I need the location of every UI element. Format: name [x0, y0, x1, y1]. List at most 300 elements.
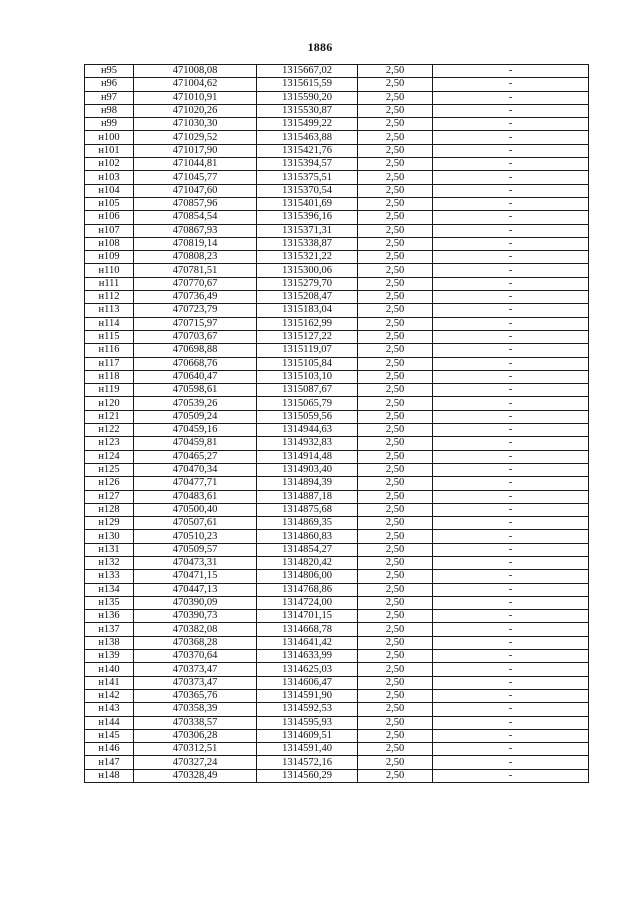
error-cell: 2,50	[358, 264, 433, 277]
x-coordinate-cell: 470312,51	[134, 743, 257, 756]
y-coordinate-cell: 1315463,88	[257, 131, 358, 144]
y-coordinate-cell: 1314875,68	[257, 503, 358, 516]
table-row	[85, 570, 589, 583]
x-coordinate-cell: 471010,91	[134, 91, 257, 104]
y-coordinate-cell: 1314806,00	[257, 570, 358, 583]
y-coordinate-cell: 1315087,67	[257, 384, 358, 397]
x-coordinate-cell: 470459,16	[134, 424, 257, 437]
error-cell: 2,50	[358, 118, 433, 131]
description-cell: -	[433, 118, 589, 131]
table-row	[85, 357, 589, 370]
description-cell: -	[433, 583, 589, 596]
description-cell: -	[433, 703, 589, 716]
point-id-cell: н110	[85, 264, 134, 277]
point-id-cell: н108	[85, 237, 134, 250]
table-row	[85, 610, 589, 623]
error-cell: 2,50	[358, 251, 433, 264]
table-row	[85, 277, 589, 290]
table-row	[85, 450, 589, 463]
table-row	[85, 650, 589, 663]
table-row	[85, 530, 589, 543]
point-id-cell: н100	[85, 131, 134, 144]
x-coordinate-cell: 470465,27	[134, 450, 257, 463]
x-coordinate-cell: 470368,28	[134, 636, 257, 649]
error-cell: 2,50	[358, 477, 433, 490]
description-cell: -	[433, 570, 589, 583]
point-id-cell: н109	[85, 251, 134, 264]
description-cell: -	[433, 370, 589, 383]
y-coordinate-cell: 1314869,35	[257, 517, 358, 530]
error-cell: 2,50	[358, 330, 433, 343]
error-cell: 2,50	[358, 610, 433, 623]
error-cell: 2,50	[358, 570, 433, 583]
description-cell: -	[433, 291, 589, 304]
y-coordinate-cell: 1314633,99	[257, 650, 358, 663]
error-cell: 2,50	[358, 650, 433, 663]
x-coordinate-cell: 470857,96	[134, 197, 257, 210]
y-coordinate-cell: 1315396,16	[257, 211, 358, 224]
description-cell: -	[433, 437, 589, 450]
error-cell: 2,50	[358, 676, 433, 689]
error-cell: 2,50	[358, 743, 433, 756]
x-coordinate-cell: 470327,24	[134, 756, 257, 769]
point-id-cell: н101	[85, 144, 134, 157]
table-row	[85, 424, 589, 437]
description-cell: -	[433, 65, 589, 78]
x-coordinate-cell: 470390,09	[134, 596, 257, 609]
table-row	[85, 756, 589, 769]
x-coordinate-cell: 470370,64	[134, 650, 257, 663]
error-cell: 2,50	[358, 410, 433, 423]
table-row	[85, 676, 589, 689]
table-row	[85, 304, 589, 317]
description-cell: -	[433, 517, 589, 530]
description-cell: -	[433, 769, 589, 782]
point-id-cell: н118	[85, 370, 134, 383]
description-cell: -	[433, 330, 589, 343]
coordinates-table-body	[85, 65, 589, 783]
x-coordinate-cell: 471047,60	[134, 184, 257, 197]
error-cell: 2,50	[358, 65, 433, 78]
y-coordinate-cell: 1315499,22	[257, 118, 358, 131]
table-row	[85, 596, 589, 609]
description-cell: -	[433, 623, 589, 636]
y-coordinate-cell: 1314854,27	[257, 543, 358, 556]
error-cell: 2,50	[358, 583, 433, 596]
y-coordinate-cell: 1315590,20	[257, 91, 358, 104]
point-id-cell: н124	[85, 450, 134, 463]
error-cell: 2,50	[358, 437, 433, 450]
description-cell: -	[433, 610, 589, 623]
x-coordinate-cell: 470598,61	[134, 384, 257, 397]
x-coordinate-cell: 470703,67	[134, 330, 257, 343]
point-id-cell: н141	[85, 676, 134, 689]
x-coordinate-cell: 470306,28	[134, 729, 257, 742]
point-id-cell: н107	[85, 224, 134, 237]
error-cell: 2,50	[358, 530, 433, 543]
description-cell: -	[433, 756, 589, 769]
y-coordinate-cell: 1315127,22	[257, 330, 358, 343]
x-coordinate-cell: 470459,81	[134, 437, 257, 450]
x-coordinate-cell: 470470,34	[134, 463, 257, 476]
x-coordinate-cell: 470507,61	[134, 517, 257, 530]
error-cell: 2,50	[358, 224, 433, 237]
table-row	[85, 623, 589, 636]
error-cell: 2,50	[358, 424, 433, 437]
point-id-cell: н113	[85, 304, 134, 317]
description-cell: -	[433, 357, 589, 370]
point-id-cell: н139	[85, 650, 134, 663]
y-coordinate-cell: 1315667,02	[257, 65, 358, 78]
description-cell: -	[433, 450, 589, 463]
table-row	[85, 689, 589, 702]
x-coordinate-cell: 470500,40	[134, 503, 257, 516]
error-cell: 2,50	[358, 503, 433, 516]
error-cell: 2,50	[358, 344, 433, 357]
x-coordinate-cell: 470328,49	[134, 769, 257, 782]
x-coordinate-cell: 470358,39	[134, 703, 257, 716]
y-coordinate-cell: 1314768,86	[257, 583, 358, 596]
description-cell: -	[433, 224, 589, 237]
description-cell: -	[433, 304, 589, 317]
y-coordinate-cell: 1314820,42	[257, 556, 358, 569]
point-id-cell: н128	[85, 503, 134, 516]
coordinates-table	[84, 64, 589, 783]
error-cell: 2,50	[358, 703, 433, 716]
error-cell: 2,50	[358, 756, 433, 769]
point-id-cell: н105	[85, 197, 134, 210]
point-id-cell: н146	[85, 743, 134, 756]
point-id-cell: н123	[85, 437, 134, 450]
description-cell: -	[433, 743, 589, 756]
description-cell: -	[433, 397, 589, 410]
table-row	[85, 583, 589, 596]
y-coordinate-cell: 1315421,76	[257, 144, 358, 157]
x-coordinate-cell: 471020,26	[134, 104, 257, 117]
table-row	[85, 503, 589, 516]
description-cell: -	[433, 676, 589, 689]
table-row	[85, 104, 589, 117]
x-coordinate-cell: 470867,93	[134, 224, 257, 237]
x-coordinate-cell: 470373,47	[134, 663, 257, 676]
table-row	[85, 384, 589, 397]
y-coordinate-cell: 1315338,87	[257, 237, 358, 250]
x-coordinate-cell: 470477,71	[134, 477, 257, 490]
error-cell: 2,50	[358, 184, 433, 197]
y-coordinate-cell: 1314860,83	[257, 530, 358, 543]
description-cell: -	[433, 663, 589, 676]
y-coordinate-cell: 1314944,63	[257, 424, 358, 437]
x-coordinate-cell: 470365,76	[134, 689, 257, 702]
x-coordinate-cell: 470770,67	[134, 277, 257, 290]
point-id-cell: н96	[85, 78, 134, 91]
x-coordinate-cell: 471045,77	[134, 171, 257, 184]
table-row	[85, 184, 589, 197]
point-id-cell: н98	[85, 104, 134, 117]
point-id-cell: н129	[85, 517, 134, 530]
table-row	[85, 197, 589, 210]
table-row	[85, 397, 589, 410]
y-coordinate-cell: 1315371,31	[257, 224, 358, 237]
x-coordinate-cell: 470539,26	[134, 397, 257, 410]
error-cell: 2,50	[358, 769, 433, 782]
x-coordinate-cell: 471029,52	[134, 131, 257, 144]
x-coordinate-cell: 470338,57	[134, 716, 257, 729]
error-cell: 2,50	[358, 317, 433, 330]
point-id-cell: н137	[85, 623, 134, 636]
point-id-cell: н147	[85, 756, 134, 769]
error-cell: 2,50	[358, 211, 433, 224]
table-row	[85, 437, 589, 450]
error-cell: 2,50	[358, 384, 433, 397]
x-coordinate-cell: 471004,62	[134, 78, 257, 91]
y-coordinate-cell: 1315615,59	[257, 78, 358, 91]
table-row	[85, 663, 589, 676]
table-row	[85, 291, 589, 304]
description-cell: -	[433, 463, 589, 476]
description-cell: -	[433, 477, 589, 490]
y-coordinate-cell: 1315103,10	[257, 370, 358, 383]
table-row	[85, 463, 589, 476]
table-row	[85, 716, 589, 729]
x-coordinate-cell: 470390,73	[134, 610, 257, 623]
y-coordinate-cell: 1315059,56	[257, 410, 358, 423]
description-cell: -	[433, 197, 589, 210]
point-id-cell: н115	[85, 330, 134, 343]
page-number: 1886	[307, 40, 333, 54]
y-coordinate-cell: 1315183,04	[257, 304, 358, 317]
point-id-cell: н143	[85, 703, 134, 716]
error-cell: 2,50	[358, 104, 433, 117]
error-cell: 2,50	[358, 291, 433, 304]
y-coordinate-cell: 1315401,69	[257, 197, 358, 210]
error-cell: 2,50	[358, 636, 433, 649]
table-row	[85, 370, 589, 383]
table-row	[85, 211, 589, 224]
y-coordinate-cell: 1314591,90	[257, 689, 358, 702]
description-cell: -	[433, 716, 589, 729]
error-cell: 2,50	[358, 171, 433, 184]
point-id-cell: н127	[85, 490, 134, 503]
x-coordinate-cell: 470668,76	[134, 357, 257, 370]
table-row	[85, 78, 589, 91]
point-id-cell: н122	[85, 424, 134, 437]
point-id-cell: н125	[85, 463, 134, 476]
point-id-cell: н145	[85, 729, 134, 742]
y-coordinate-cell: 1314887,18	[257, 490, 358, 503]
y-coordinate-cell: 1314903,40	[257, 463, 358, 476]
x-coordinate-cell: 470509,24	[134, 410, 257, 423]
table-row	[85, 144, 589, 157]
error-cell: 2,50	[358, 370, 433, 383]
x-coordinate-cell: 470373,47	[134, 676, 257, 689]
x-coordinate-cell: 471017,90	[134, 144, 257, 157]
error-cell: 2,50	[358, 78, 433, 91]
y-coordinate-cell: 1314932,83	[257, 437, 358, 450]
description-cell: -	[433, 251, 589, 264]
error-cell: 2,50	[358, 517, 433, 530]
error-cell: 2,50	[358, 543, 433, 556]
description-cell: -	[433, 424, 589, 437]
table-row	[85, 703, 589, 716]
x-coordinate-cell: 471030,30	[134, 118, 257, 131]
error-cell: 2,50	[358, 131, 433, 144]
description-cell: -	[433, 729, 589, 742]
table-row	[85, 131, 589, 144]
point-id-cell: н104	[85, 184, 134, 197]
x-coordinate-cell: 470698,88	[134, 344, 257, 357]
x-coordinate-cell: 470715,97	[134, 317, 257, 330]
point-id-cell: н117	[85, 357, 134, 370]
error-cell: 2,50	[358, 277, 433, 290]
table-row	[85, 743, 589, 756]
error-cell: 2,50	[358, 689, 433, 702]
description-cell: -	[433, 410, 589, 423]
point-id-cell: н148	[85, 769, 134, 782]
x-coordinate-cell: 470736,49	[134, 291, 257, 304]
description-cell: -	[433, 91, 589, 104]
description-cell: -	[433, 490, 589, 503]
y-coordinate-cell: 1314701,15	[257, 610, 358, 623]
table-row	[85, 477, 589, 490]
x-coordinate-cell: 471008,08	[134, 65, 257, 78]
x-coordinate-cell: 470510,23	[134, 530, 257, 543]
table-row	[85, 729, 589, 742]
table-row	[85, 636, 589, 649]
description-cell: -	[433, 264, 589, 277]
y-coordinate-cell: 1315119,07	[257, 344, 358, 357]
point-id-cell: н133	[85, 570, 134, 583]
y-coordinate-cell: 1315300,06	[257, 264, 358, 277]
description-cell: -	[433, 556, 589, 569]
y-coordinate-cell: 1315208,47	[257, 291, 358, 304]
y-coordinate-cell: 1314668,78	[257, 623, 358, 636]
point-id-cell: н134	[85, 583, 134, 596]
description-cell: -	[433, 596, 589, 609]
error-cell: 2,50	[358, 716, 433, 729]
table-row	[85, 251, 589, 264]
point-id-cell: н111	[85, 277, 134, 290]
x-coordinate-cell: 470723,79	[134, 304, 257, 317]
point-id-cell: н136	[85, 610, 134, 623]
y-coordinate-cell: 1315105,84	[257, 357, 358, 370]
y-coordinate-cell: 1315370,54	[257, 184, 358, 197]
error-cell: 2,50	[358, 237, 433, 250]
error-cell: 2,50	[358, 91, 433, 104]
x-coordinate-cell: 470447,13	[134, 583, 257, 596]
table-row	[85, 344, 589, 357]
error-cell: 2,50	[358, 158, 433, 171]
description-cell: -	[433, 158, 589, 171]
description-cell: -	[433, 171, 589, 184]
description-cell: -	[433, 543, 589, 556]
x-coordinate-cell: 470382,08	[134, 623, 257, 636]
error-cell: 2,50	[358, 357, 433, 370]
y-coordinate-cell: 1314625,03	[257, 663, 358, 676]
point-id-cell: н102	[85, 158, 134, 171]
point-id-cell: н120	[85, 397, 134, 410]
table-row	[85, 556, 589, 569]
table-row	[85, 490, 589, 503]
error-cell: 2,50	[358, 197, 433, 210]
description-cell: -	[433, 530, 589, 543]
point-id-cell: н97	[85, 91, 134, 104]
point-id-cell: н95	[85, 65, 134, 78]
error-cell: 2,50	[358, 463, 433, 476]
table-row	[85, 158, 589, 171]
y-coordinate-cell: 1314591,40	[257, 743, 358, 756]
y-coordinate-cell: 1315530,87	[257, 104, 358, 117]
y-coordinate-cell: 1315394,57	[257, 158, 358, 171]
y-coordinate-cell: 1314724,00	[257, 596, 358, 609]
point-id-cell: н138	[85, 636, 134, 649]
table-row	[85, 543, 589, 556]
y-coordinate-cell: 1314572,16	[257, 756, 358, 769]
y-coordinate-cell: 1315065,79	[257, 397, 358, 410]
description-cell: -	[433, 104, 589, 117]
description-cell: -	[433, 317, 589, 330]
description-cell: -	[433, 384, 589, 397]
point-id-cell: н114	[85, 317, 134, 330]
point-id-cell: н103	[85, 171, 134, 184]
x-coordinate-cell: 471044,81	[134, 158, 257, 171]
error-cell: 2,50	[358, 623, 433, 636]
table-row	[85, 91, 589, 104]
table-row	[85, 769, 589, 782]
point-id-cell: н119	[85, 384, 134, 397]
error-cell: 2,50	[358, 450, 433, 463]
table-row	[85, 171, 589, 184]
table-row	[85, 317, 589, 330]
description-cell: -	[433, 237, 589, 250]
y-coordinate-cell: 1315162,99	[257, 317, 358, 330]
y-coordinate-cell: 1314560,29	[257, 769, 358, 782]
x-coordinate-cell: 470854,54	[134, 211, 257, 224]
table-row	[85, 224, 589, 237]
y-coordinate-cell: 1314595,93	[257, 716, 358, 729]
error-cell: 2,50	[358, 596, 433, 609]
y-coordinate-cell: 1314606,47	[257, 676, 358, 689]
y-coordinate-cell: 1314592,53	[257, 703, 358, 716]
y-coordinate-cell: 1314914,48	[257, 450, 358, 463]
point-id-cell: н106	[85, 211, 134, 224]
y-coordinate-cell: 1314609,51	[257, 729, 358, 742]
point-id-cell: н132	[85, 556, 134, 569]
error-cell: 2,50	[358, 729, 433, 742]
error-cell: 2,50	[358, 490, 433, 503]
point-id-cell: н135	[85, 596, 134, 609]
point-id-cell: н99	[85, 118, 134, 131]
x-coordinate-cell: 470509,57	[134, 543, 257, 556]
description-cell: -	[433, 211, 589, 224]
description-cell: -	[433, 277, 589, 290]
point-id-cell: н131	[85, 543, 134, 556]
x-coordinate-cell: 470471,15	[134, 570, 257, 583]
point-id-cell: н112	[85, 291, 134, 304]
y-coordinate-cell: 1314641,42	[257, 636, 358, 649]
x-coordinate-cell: 470483,61	[134, 490, 257, 503]
error-cell: 2,50	[358, 663, 433, 676]
error-cell: 2,50	[358, 144, 433, 157]
point-id-cell: н142	[85, 689, 134, 702]
point-id-cell: н116	[85, 344, 134, 357]
x-coordinate-cell: 470808,23	[134, 251, 257, 264]
table-row	[85, 330, 589, 343]
y-coordinate-cell: 1315279,70	[257, 277, 358, 290]
y-coordinate-cell: 1315321,22	[257, 251, 358, 264]
error-cell: 2,50	[358, 556, 433, 569]
table-row	[85, 237, 589, 250]
